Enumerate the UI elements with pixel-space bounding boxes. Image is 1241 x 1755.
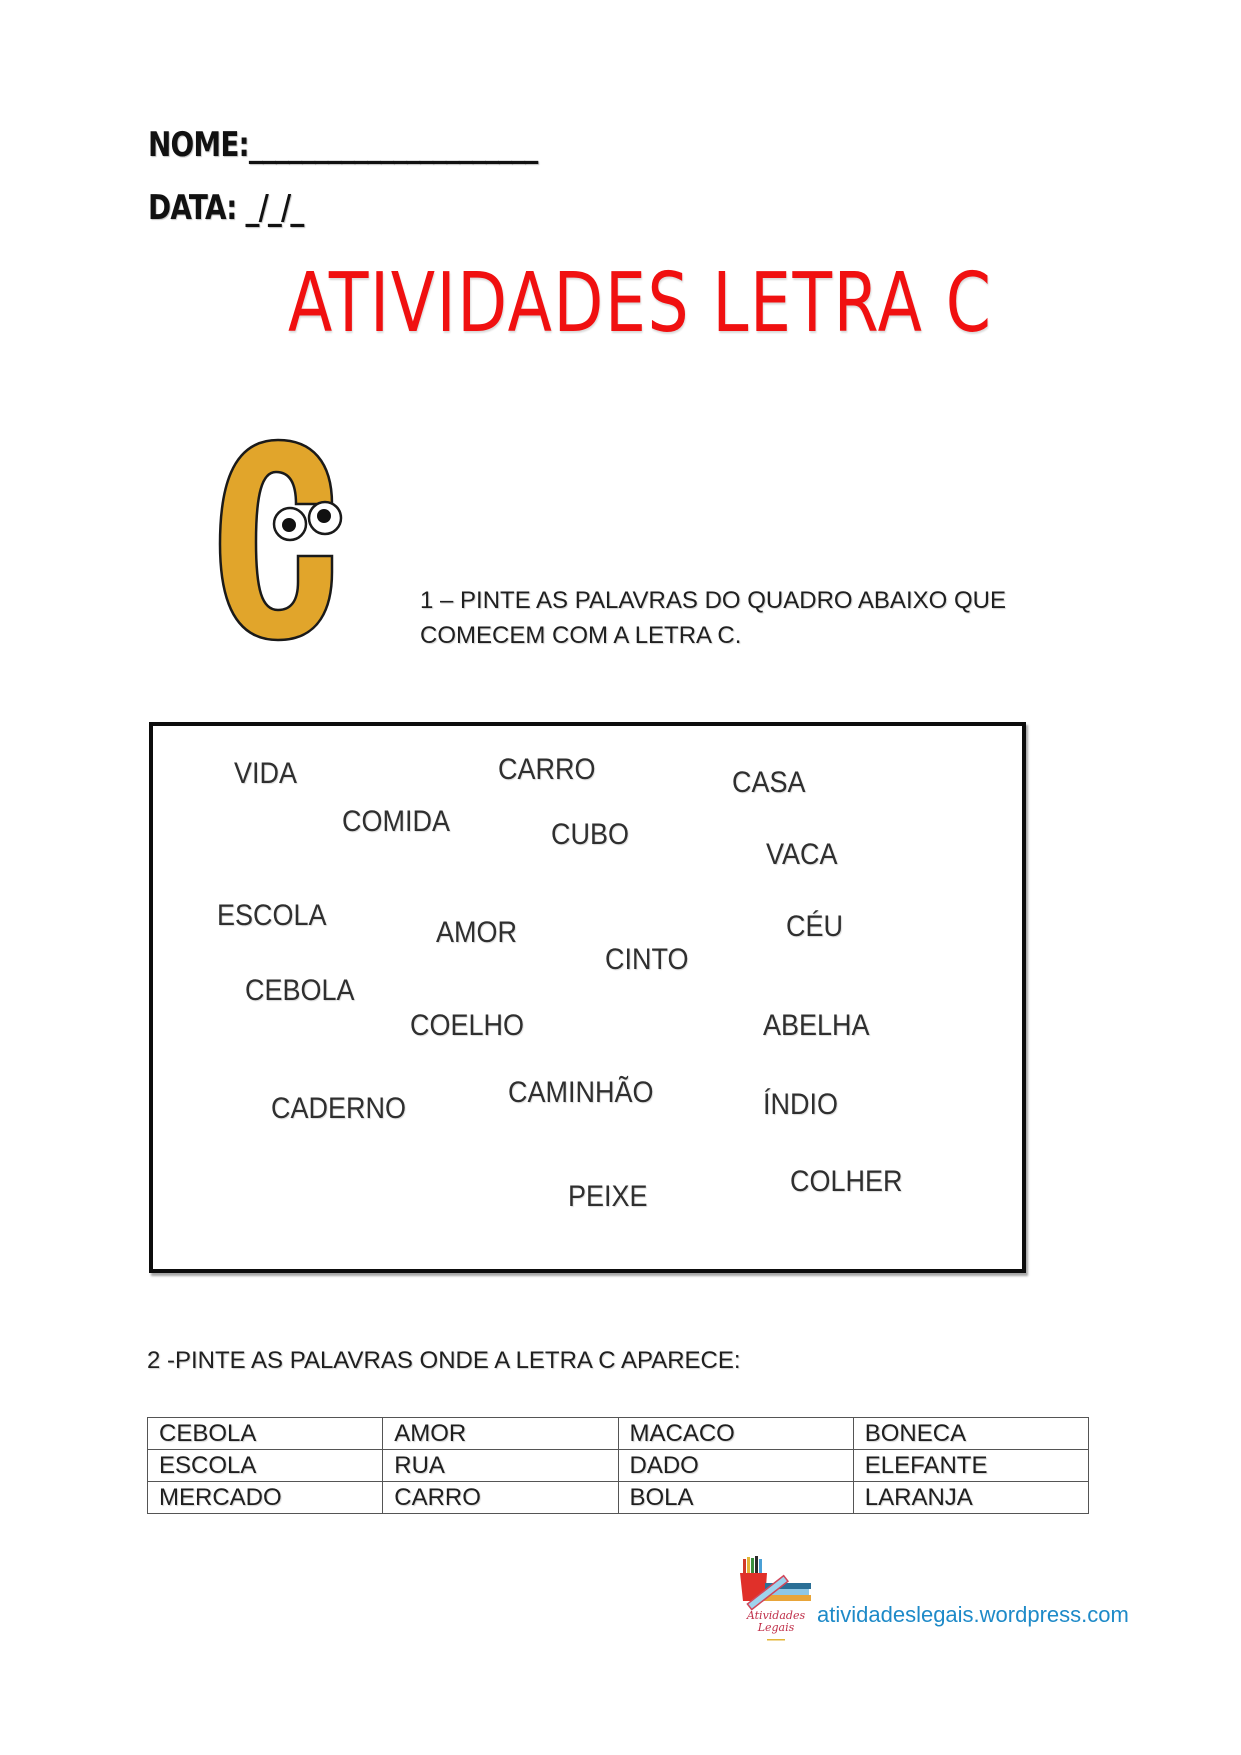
word-item[interactable]: COMIDA	[342, 805, 450, 838]
atividades-legais-logo-icon	[737, 1553, 815, 1647]
name-label: NOME:	[148, 125, 249, 165]
word-item[interactable]: COLHER	[790, 1165, 903, 1198]
table-cell[interactable]: ELEFANTE	[853, 1450, 1088, 1482]
table-cell[interactable]: CEBOLA	[148, 1418, 383, 1450]
name-field[interactable]	[148, 125, 538, 165]
date-blank: _/_/_	[245, 188, 304, 228]
table-cell[interactable]: DADO	[618, 1450, 853, 1482]
name-blank: ______________________	[248, 125, 538, 165]
word-item[interactable]: CINTO	[605, 943, 689, 976]
date-label: DATA:	[148, 188, 237, 228]
word-item[interactable]: ABELHA	[763, 1009, 870, 1042]
word-item[interactable]: AMOR	[436, 916, 517, 949]
table-row	[148, 1418, 1089, 1450]
exercise2-instruction: 2 -PINTE AS PALAVRAS ONDE A LETRA C APARECE:	[147, 1347, 741, 1374]
word-item[interactable]: CÉU	[786, 910, 844, 943]
word-item[interactable]: CASA	[732, 766, 806, 799]
table-cell[interactable]: LARANJA	[853, 1482, 1088, 1514]
date-field[interactable]	[148, 188, 304, 228]
table-row	[148, 1450, 1089, 1482]
table-cell[interactable]: BONECA	[853, 1418, 1088, 1450]
page-title: ATIVIDADES LETRA C	[288, 256, 993, 351]
exercise1-instruction-line1: 1 – PINTE AS PALAVRAS DO QUADRO ABAIXO QUE	[420, 587, 1006, 614]
table-row	[148, 1482, 1089, 1514]
word-item[interactable]: PEIXE	[568, 1180, 648, 1213]
logo-text-line2: Legais	[757, 1621, 795, 1634]
exercise1-instruction-line2: COMECEM COM A LETRA C.	[420, 622, 742, 649]
word-item[interactable]: ÍNDIO	[763, 1088, 839, 1121]
word-item[interactable]: COELHO	[410, 1009, 525, 1042]
table-cell[interactable]: ESCOLA	[148, 1450, 383, 1482]
logo-text-line1: Atividades	[746, 1609, 806, 1622]
table-cell[interactable]: RUA	[383, 1450, 618, 1482]
word-item[interactable]: ESCOLA	[217, 899, 327, 932]
word-item[interactable]: CADERNO	[271, 1092, 407, 1125]
word-item[interactable]: CEBOLA	[245, 974, 355, 1007]
word-item[interactable]: VIDA	[234, 757, 298, 790]
word-table	[147, 1417, 1089, 1514]
word-item[interactable]: CUBO	[551, 818, 630, 851]
exercise1-instruction	[420, 583, 1006, 653]
word-item[interactable]: CAMINHÃO	[508, 1076, 654, 1109]
site-link[interactable]: atividadeslegais.wordpress.com	[817, 1602, 1129, 1627]
table-cell[interactable]: CARRO	[383, 1482, 618, 1514]
table-cell[interactable]: MACACO	[618, 1418, 853, 1450]
table-cell[interactable]: MERCADO	[148, 1482, 383, 1514]
table-cell[interactable]: BOLA	[618, 1482, 853, 1514]
word-item[interactable]: VACA	[766, 838, 838, 871]
word-item[interactable]: CARRO	[498, 753, 596, 786]
table-cell[interactable]: AMOR	[383, 1418, 618, 1450]
letter-c-with-eyes-icon	[210, 432, 360, 652]
